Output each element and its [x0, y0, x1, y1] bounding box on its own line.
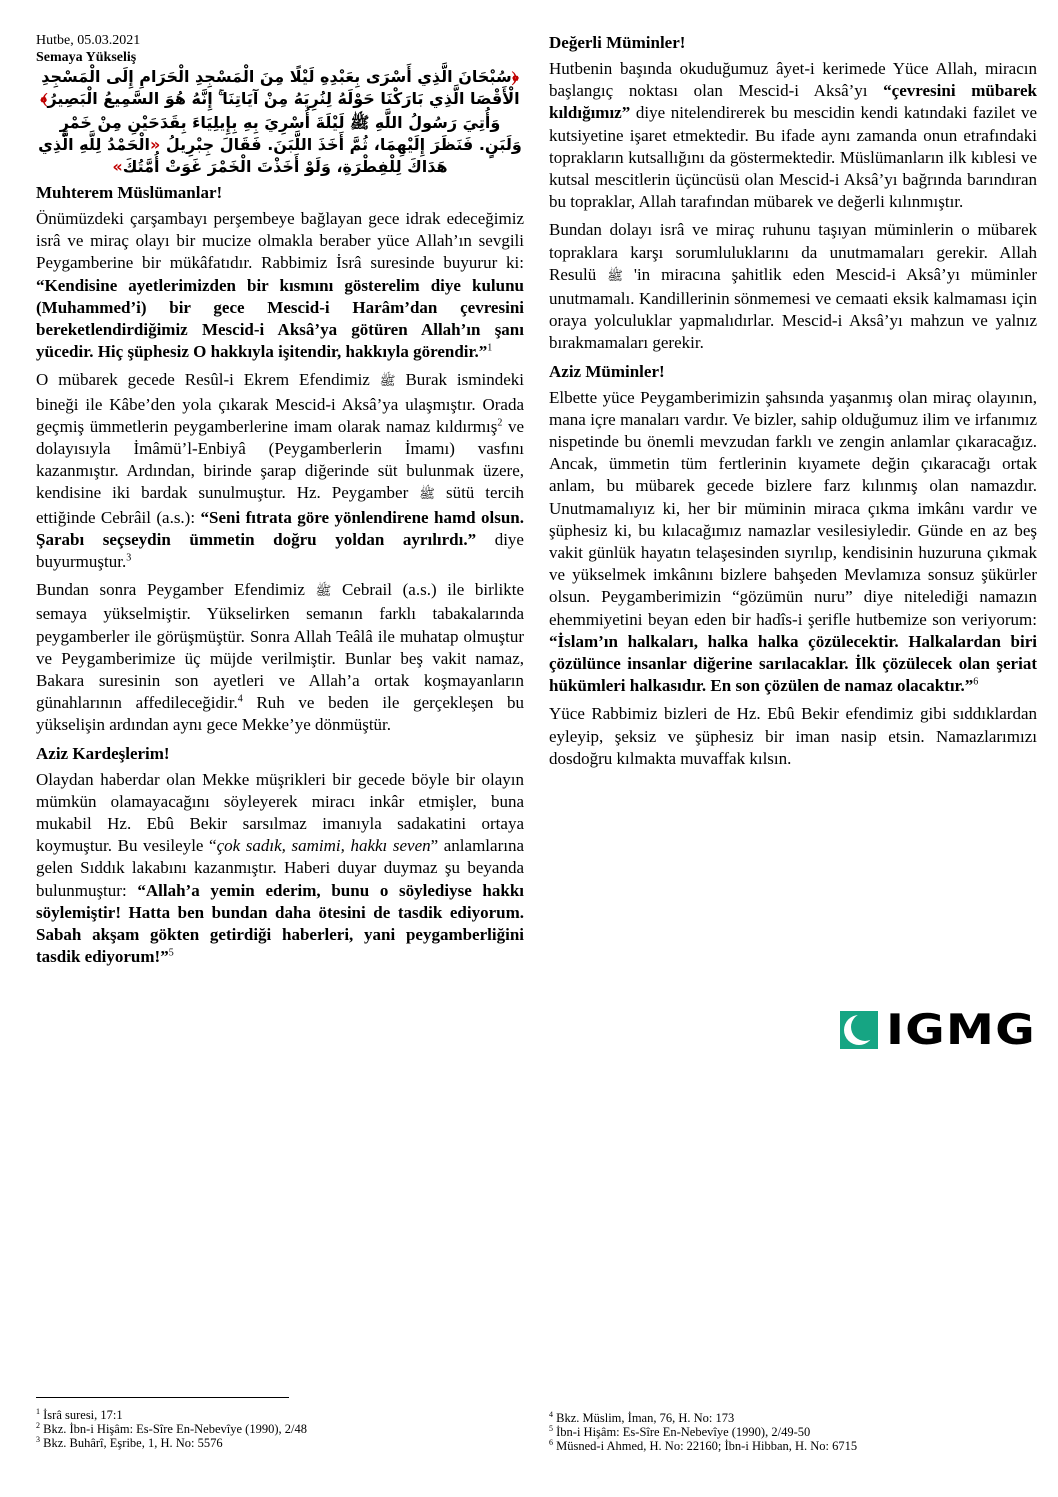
paragraph-text: Bundan sonra Peygamber Efendimiz: [36, 580, 316, 600]
paragraph: [36, 769, 524, 969]
paragraph-text: 'in miracına şahitlik eden Mescid-i Aksâ’yı müminler unutmamalı. Kandillerinin sönmemesi ve cemaati eksik kalmaması için oraya yolculuklar yapmalıdırlar. Mescid-i Aksâ’yı mahzun ve yalnız bırakmamaları gerekir.: [549, 264, 1037, 353]
paragraph: [36, 369, 524, 573]
quote-close: »: [112, 157, 123, 176]
paragraph-text: diye nitelendirerek bu mescidin kendi katındaki fazilet ve kutsiyetine işaret etmektedir. Bu ifade aynı zamanda onun etrafındaki toprakların kutsallığını da göstermektedir. Müslümanların ilk kıblesi ve kutsal mescitlerin üçüncüsü olan Mescid-i Aksâ’yı bağrında barındıran bu topraklar, Allah tarafından mübarek ve değerli kılınmıştır.: [549, 103, 1037, 212]
footnote-1: [36, 1408, 526, 1422]
italic-text: çok sadık, samimi, hakkı seven: [216, 836, 431, 856]
paragraph: [36, 579, 524, 736]
verse-text: سُبْحَانَ الَّذِي أَسْرَى بِعَبْدِهِ لَيْلًا مِنَ الْمَسْجِدِ الْحَرَامِ إِلَى الْمَسْجِدِ الْأَقْصَا الَّذِي بَارَكْنَا حَوْلَهُ لِنُرِيَهُ مِنْ آيَاتِنَا ۚ إِنَّهُ هُوَ السَّمِيعُ الْبَصِيرُ: [41, 67, 520, 108]
paragraph-text: Burak ismindeki bineği ile Kâbe’den yola çıkarak Mescid-i Aksâ’ya ulaşmıştır. Orada geçmiş ümmetlerin peygamberlerine imam olarak namaz kıldırmış: [36, 370, 524, 436]
crescent-map-icon: [840, 1011, 878, 1049]
footnote-divider: [36, 1397, 289, 1398]
paragraph: [549, 58, 1037, 213]
footnote-number: 3: [36, 1434, 40, 1444]
paragraph-text: Önümüzdeki çarşambayı perşembeye bağlayan gece idrak edeceğimiz isrâ ve miraç olayı bir mucize olmakla beraber yüce Allah’ın sevgili Peygamberine bir mükâfatıdır. Rabbimiz İsrâ suresinde buyurur ki:: [36, 209, 524, 273]
footnote-4: [549, 1411, 1039, 1425]
footnote-text: Bkz. Buhârî, Eşribe, 1, H. No: 5576: [40, 1436, 223, 1450]
footnote-text: Bkz. İbn-i Hişâm: Es-Sîre En-Nebevîye (1990), 2/48: [40, 1422, 307, 1436]
quote-text: “Kendisine ayetlerimizden bir kısmını gösterelim diye kulunu (Muhammed’i) bir gece Mescid-i Harâm’dan çevresini bereketlendirdiğimiz Mescid-i Aksâ’ya götüren Allah’ın şanı yücedir. Hiç şüphesiz O hakkıyla işitendir, hakkıyla görendir.”: [36, 275, 524, 362]
footnotes-left: [36, 1397, 526, 1450]
salawat-icon: ﷺ: [419, 487, 435, 503]
salawat-icon: ﷺ: [315, 584, 332, 600]
footnote-text: İsrâ suresi, 17:1: [40, 1408, 123, 1422]
footnote-ref[interactable]: 3: [126, 552, 132, 564]
section-heading: Değerli Müminler!: [549, 33, 686, 52]
paragraph-text: ” anlamlarına gelen Sıddık lakabını kazanmıştır. Haberi duyar duymaz şu beyanda bulunmuştur:: [36, 836, 524, 900]
footnote-3: [36, 1436, 526, 1450]
footnote-number: 2: [36, 1420, 40, 1430]
paragraph-text: O mübarek gecede Resûl-i Ekrem Efendimiz: [36, 370, 380, 390]
closing-prayer: Yüce Rabbimiz bizleri de Hz. Ebû Bekir efendimiz gibi sıddıklardan eyleyip, şeksiz ve şüphesiz bir iman nasip etsin. Namazlarımızı dosdoğru kılmakta muvaffak kılsın.: [549, 704, 1037, 768]
footnote-ref[interactable]: 4: [237, 693, 243, 705]
footnote-number: 5: [549, 1423, 553, 1433]
footnote-ref[interactable]: 2: [497, 417, 503, 429]
footnote-number: 6: [549, 1437, 553, 1447]
left-column: [36, 32, 524, 975]
footnote-2: [36, 1422, 526, 1436]
paragraph-text: Bundan dolayı isrâ ve miraç ruhunu taşıyan müminlerin o mübarek topraklara karşı sorumluluklarını da unutmamaları gerekir. Allah Resulü: [549, 220, 1037, 284]
quote-text: “İslam’ın halkaları, halka halka çözülecektir. Halkalardan biri çözülünce insanlar diğerine sarılacaklar. İlk çözülecek olan şeriat hükümleri halkasıdır. En son çözülen de namaz olacaktır.”: [549, 631, 1037, 696]
section-heading: Aziz Müminler!: [549, 361, 665, 381]
salawat-icon: ﷺ: [379, 374, 396, 390]
footnote-5: [549, 1425, 1039, 1439]
quote-text: “çevresini mübarek kıldığımız”: [549, 81, 1038, 123]
right-column: [549, 32, 1037, 776]
paragraph-text: sütü tercih ettiğinde Cebrâil (a.s.):: [36, 483, 524, 527]
footnote-ref[interactable]: 1: [487, 342, 493, 354]
verse-ornament-close: ﴾: [40, 89, 48, 108]
footnote-text: Müsned-i Ahmed, H. No: 22160; İbn-i Hibban, H. No: 6715: [553, 1439, 858, 1453]
footnote-ref[interactable]: 6: [973, 676, 979, 688]
paragraph-text: Cebrail (a.s.) ile birlikte semaya yükselmiştir. Yükselirken semanın farklı tabakalarında peygamberler ile görüşmüştür. Sonra Allah Teâlâ ile muhatap olmuştur ve Peygamberimize üç müjde verilmiştir. Bunlar beş vakit namaz, Bakara suresinin son ayetleri ve Allah’a ortak koşmayanların günahlarının affedileceğidir.: [36, 580, 524, 713]
footnotes-right: [549, 1411, 1039, 1453]
quote-text: “Allah’a yemin ederim, bunu o söylediyse hakkı söylemiştir! Hatta ben bundan daha ötesini de tasdik ediyorum. Sabah akşam gökten getirdiği haberleri, yani peygamberliğini tasdik ediyorum!”: [36, 880, 525, 967]
footnote-number: 4: [549, 1409, 553, 1419]
footnote-ref[interactable]: 5: [168, 947, 174, 959]
arabic-hadith: [36, 112, 524, 178]
paragraph-text: diye buyurmuştur.: [36, 529, 524, 572]
paragraph-text: ve dolayısıyla İmâmü’l-Enbiyâ (Peygamberlerin İmamı) vasfını kazanmıştır. Ardından, birinde şarap diğerinde süt bulunmak üzere, kendisine iki bardak sunulmuştur. Hz. Peygamber: [36, 416, 524, 503]
paragraph: [36, 208, 524, 363]
logo-wordmark: IGMG: [886, 1005, 1036, 1054]
footnote-number: 1: [36, 1406, 40, 1416]
quote-text: “Seni fıtrata göre yönlendirene hamd olsun. Şarabı seçseydin ümmetin doğru yoldan ayrılırdı.”: [36, 507, 524, 549]
sermon-title: Semaya Yükseliş: [36, 50, 137, 65]
quote-open: «: [149, 135, 161, 154]
hadith-text: وَأُتِيَ رَسُولُ اللَّهِ ﷺ لَيْلَةَ أُسْرِيَ بِهِ بِإِيلِيَاءَ بِقَدَحَيْنِ مِنْ خَمْرٍ وَلَبَنٍ. فَنَظَرَ إِلَيْهِمَا، ثُمَّ أَخَذَ اللَّبَنَ. فَقَالَ جِبْرِيلُ: [59, 113, 522, 154]
paragraph-text: Ruh ve beden ile gerçekleşen bu yükselişin ardından aynı gece Mekke’ye dönmüştür.: [36, 693, 524, 735]
footnote-6: [549, 1439, 1039, 1453]
salawat-icon: ﷺ: [607, 268, 623, 284]
paragraph: [549, 387, 1037, 698]
footnote-text: Bkz. Müslim, İman, 76, H. No: 173: [553, 1411, 735, 1425]
sermon-date: Hutbe, 05.03.2021: [36, 33, 141, 48]
arabic-verse: [36, 66, 524, 110]
igmg-logo: [840, 1005, 1036, 1054]
paragraph: [549, 219, 1037, 354]
section-heading: Aziz Kardeşlerim!: [36, 743, 170, 763]
verse-ornament-open: ﴿: [511, 67, 519, 86]
paragraph-text: Olaydan haberdar olan Mekke müşrikleri bir gecede böyle bir olayın mümkün olamayacağını söyleyerek miracı inkâr etmişler, buna mukabil Hz. Ebû Bekir sarsılmaz imanıyla sadakatini ortaya koymuştur. Bu vesileyle “: [36, 769, 524, 856]
section-heading: Muhterem Müslümanlar!: [36, 183, 223, 202]
footnote-text: İbn-i Hişâm: Es-Sîre En-Nebevîye (1990), 2/49-50: [553, 1425, 811, 1439]
paragraph-text: Hutbenin başında okuduğumuz âyet-i kerimede Yüce Allah, miracın başlangıç noktası olan Mescid-i Aksâ’yı: [549, 59, 1037, 101]
hadith-quote: الْحَمْدُ لِلَّهِ الَّذِي هَدَاكَ لِلْفِطْرَةِ، وَلَوْ أَخَذْتَ الْخَمْرَ غَوَتْ أُمَّتُكَ: [38, 135, 448, 176]
paragraph-text: Elbette yüce Peygamberimizin şahsında yaşanmış olan miraç olayının, mana içre manaları vardır. Ve bizler, sahip olduğumuz ilim ve irfanımız nispetinde bu önemli mevzudan farklı ve zengin anlamlar çıkaracağız. Ancak, ümmetin tüm fertlerinin kıyamete değin çıkaracağı ortak anlam, bu mübarek gecede bizlere farz kılınmış olan namazdır. Unutmamalıyız ki, her bir müminin miraca çıkma imkânı vardır ve şüphesiz ki, bu kılacağımız namazlar vesilesiyledir. Günde en az beş vakit günlük hayatın telaşesinden sıyrılıp, kendisinin huzuruna çıkmak ve yükselmek imkânını bizlere bahşeden Mevlamıza sonsuz şükürler olsun. Peygamberimizin “gözümün nuru” diye nitelediği namazın ehemmiyetini beyan eden bir hadîs-i şerifle hutbemize son veriyorum:: [549, 387, 1037, 629]
